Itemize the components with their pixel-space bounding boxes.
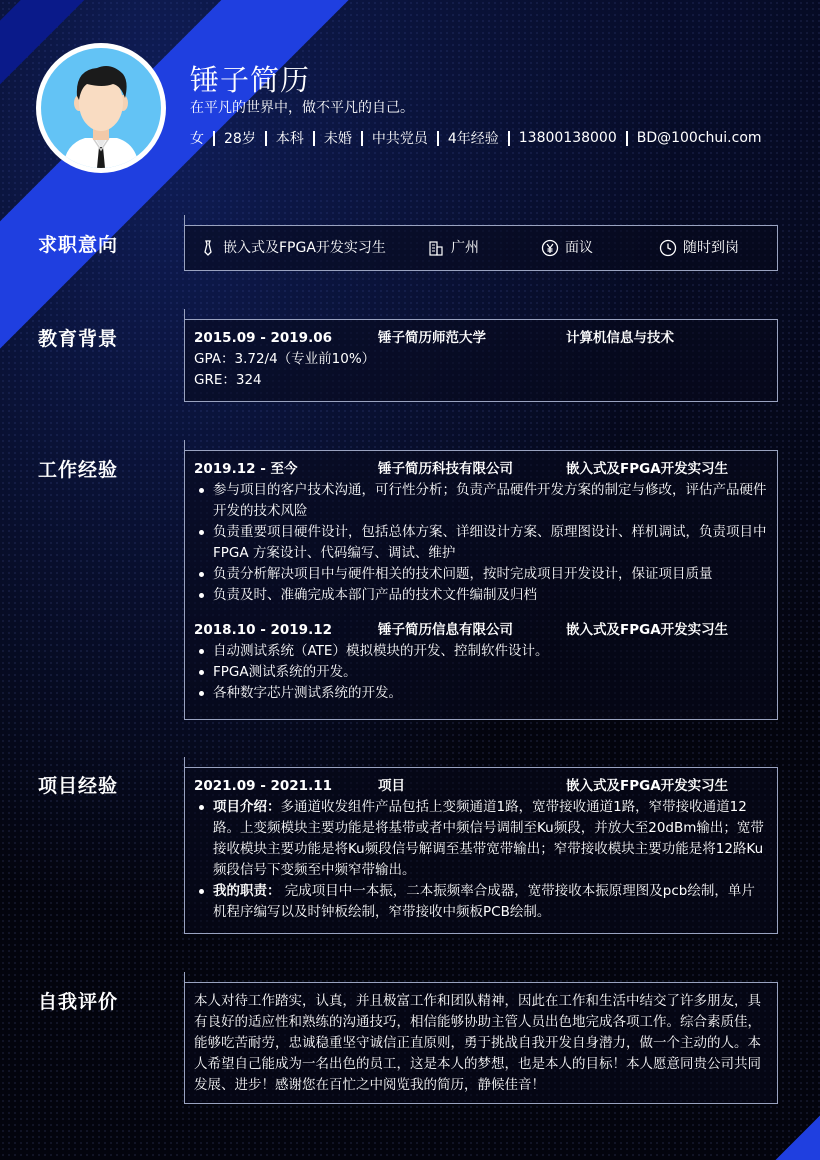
list-item: 负责重要项目硬件设计，包括总体方案、详细设计方案、原理图设计、样机调试，负责项目中 FPGA 方案设计、代码编写、调试、维护 — [194, 522, 768, 564]
intent-position — [199, 238, 427, 259]
section-title-intent: 求职意向 — [38, 234, 119, 256]
education-gpa: GPA：3.72/4（专业前10%） — [194, 351, 376, 367]
info-divider — [437, 131, 439, 146]
tie-icon — [199, 239, 217, 257]
list-item: 负责分析解决项目中与硬件相关的技术问题，按时完成项目开发设计，保证项目质量 — [194, 564, 768, 585]
project-intro-text: 多通道收发组件产品包括上变频通道1路，宽带接收通道1路，窄带接收通道12路。上变频模块主要功能是将基带或者中频信号调制至Ku频段，并放大至20dBm输出；宽带接收模块主要功能是将Ku频段信号解调至基带宽带输出；窄带接收模块主要功能是将12路Ku频段信号下变频至中频窄带输出。 — [213, 799, 764, 878]
list-item: FPGA测试系统的开发。 — [194, 662, 768, 683]
project-role: 嵌入式及FPGA开发实习生 — [566, 778, 729, 794]
section-tick — [184, 440, 185, 450]
project-intro-label: 项目介绍： — [213, 799, 281, 815]
project-duty — [194, 881, 768, 923]
avatar — [36, 43, 166, 173]
info-marital: 未婚 — [323, 131, 352, 147]
intent-position-label: 嵌入式及FPGA开发实习生 — [223, 239, 386, 256]
intent-salary — [541, 238, 659, 259]
project-period: 2021.09 - 2021.11 — [194, 778, 332, 794]
work-box — [184, 450, 778, 720]
resume-name: 锤子简历 — [190, 63, 311, 97]
section-tick — [184, 757, 185, 767]
motto: 在平凡的世界中，做不平凡的自己。 — [190, 100, 414, 116]
project-box — [184, 767, 778, 934]
project-duty-text: 完成项目中一本振，二本振频率合成器，宽带接收本振原理图及pcb绘制，单片机程序编写以及时钟板绘制，窄带接收中频板PCB绘制。 — [213, 883, 755, 920]
list-item: 负责及时、准确完成本部门产品的技术文件编制及归档 — [194, 585, 768, 606]
job-company: 锤子简历科技有限公司 — [378, 461, 513, 477]
info-political: 中共党员 — [371, 131, 428, 147]
list-item: 各种数字芯片测试系统的开发。 — [194, 683, 768, 704]
job-bullets — [194, 641, 768, 704]
clock-icon — [659, 239, 677, 257]
job-role: 嵌入式及FPGA开发实习生 — [566, 461, 729, 477]
intent-box — [184, 225, 778, 271]
avatar-illustration — [41, 48, 161, 168]
intent-availability — [659, 238, 739, 259]
education-gre: GRE：324 — [194, 372, 262, 388]
info-gender: 女 — [190, 131, 204, 147]
intent-city-label: 广州 — [451, 239, 479, 256]
info-divider — [361, 131, 363, 146]
project-bullets — [194, 797, 768, 923]
info-divider — [626, 131, 628, 146]
info-experience: 4年经验 — [447, 131, 499, 147]
job-period: 2019.12 - 至今 — [194, 461, 298, 477]
project-intro — [194, 797, 768, 881]
section-title-project: 项目经验 — [38, 775, 119, 797]
intent-availability-label: 随时到岗 — [683, 239, 739, 256]
project-name: 项目 — [378, 778, 405, 794]
intent-row — [185, 226, 777, 270]
personal-info-row — [190, 128, 762, 148]
section-tick — [184, 972, 185, 982]
intent-salary-label: 面议 — [565, 239, 593, 256]
info-age: 28岁 — [224, 131, 256, 147]
job-company: 锤子简历信息有限公司 — [378, 622, 513, 638]
education-major: 计算机信息与技术 — [566, 330, 674, 346]
info-divider — [213, 131, 215, 146]
list-item: 参与项目的客户技术沟通，可行性分析；负责产品硬件开发方案的制定与修改，评估产品硬件开发的技术风险 — [194, 480, 768, 522]
section-title-self: 自我评价 — [38, 991, 119, 1013]
info-divider — [265, 131, 267, 146]
job-period: 2018.10 - 2019.12 — [194, 622, 332, 638]
self-box — [184, 982, 778, 1104]
education-period: 2015.09 - 2019.06 — [194, 330, 332, 346]
job-header-row — [194, 620, 768, 641]
job-header-row — [194, 459, 768, 480]
yen-icon — [541, 239, 559, 257]
section-title-work: 工作经验 — [38, 459, 119, 481]
self-evaluation-text: 本人对待工作踏实，认真，并且极富工作和团队精神，因此在工作和生活中结交了许多朋友，具有良好的适应性和熟练的沟通技巧，相信能够协助主管人员出色地完成各项工作。综合素质佳，能够吃苦耐劳，忠诚稳重坚守诚信正直原则，勇于挑战自我开发自身潜力，做一个主动的人。本人希望自己能成为一名出色的员工，这是本人的梦想，也是本人的目标！本人愿意同贵公司共同发展、进步！感谢您在百忙之中阅览我的简历，静候佳音！ — [194, 993, 761, 1093]
info-email[interactable]: BD@100chui.com — [636, 130, 762, 146]
section-tick — [184, 215, 185, 225]
info-phone[interactable]: 13800138000 — [518, 130, 617, 146]
education-school: 锤子简历师范大学 — [378, 330, 486, 346]
section-title-education: 教育背景 — [38, 328, 119, 350]
job-role: 嵌入式及FPGA开发实习生 — [566, 622, 729, 638]
education-box — [184, 319, 778, 402]
intent-city — [427, 238, 541, 259]
info-divider — [313, 131, 315, 146]
info-degree: 本科 — [275, 131, 304, 147]
building-icon — [427, 239, 445, 257]
education-header-row — [194, 328, 768, 349]
project-duty-label: 我的职责： — [213, 883, 281, 899]
project-header-row — [194, 776, 768, 797]
job-bullets — [194, 480, 768, 606]
info-divider — [508, 131, 510, 146]
list-item: 自动测试系统（ATE）模拟模块的开发、控制软件设计。 — [194, 641, 768, 662]
section-tick — [184, 309, 185, 319]
